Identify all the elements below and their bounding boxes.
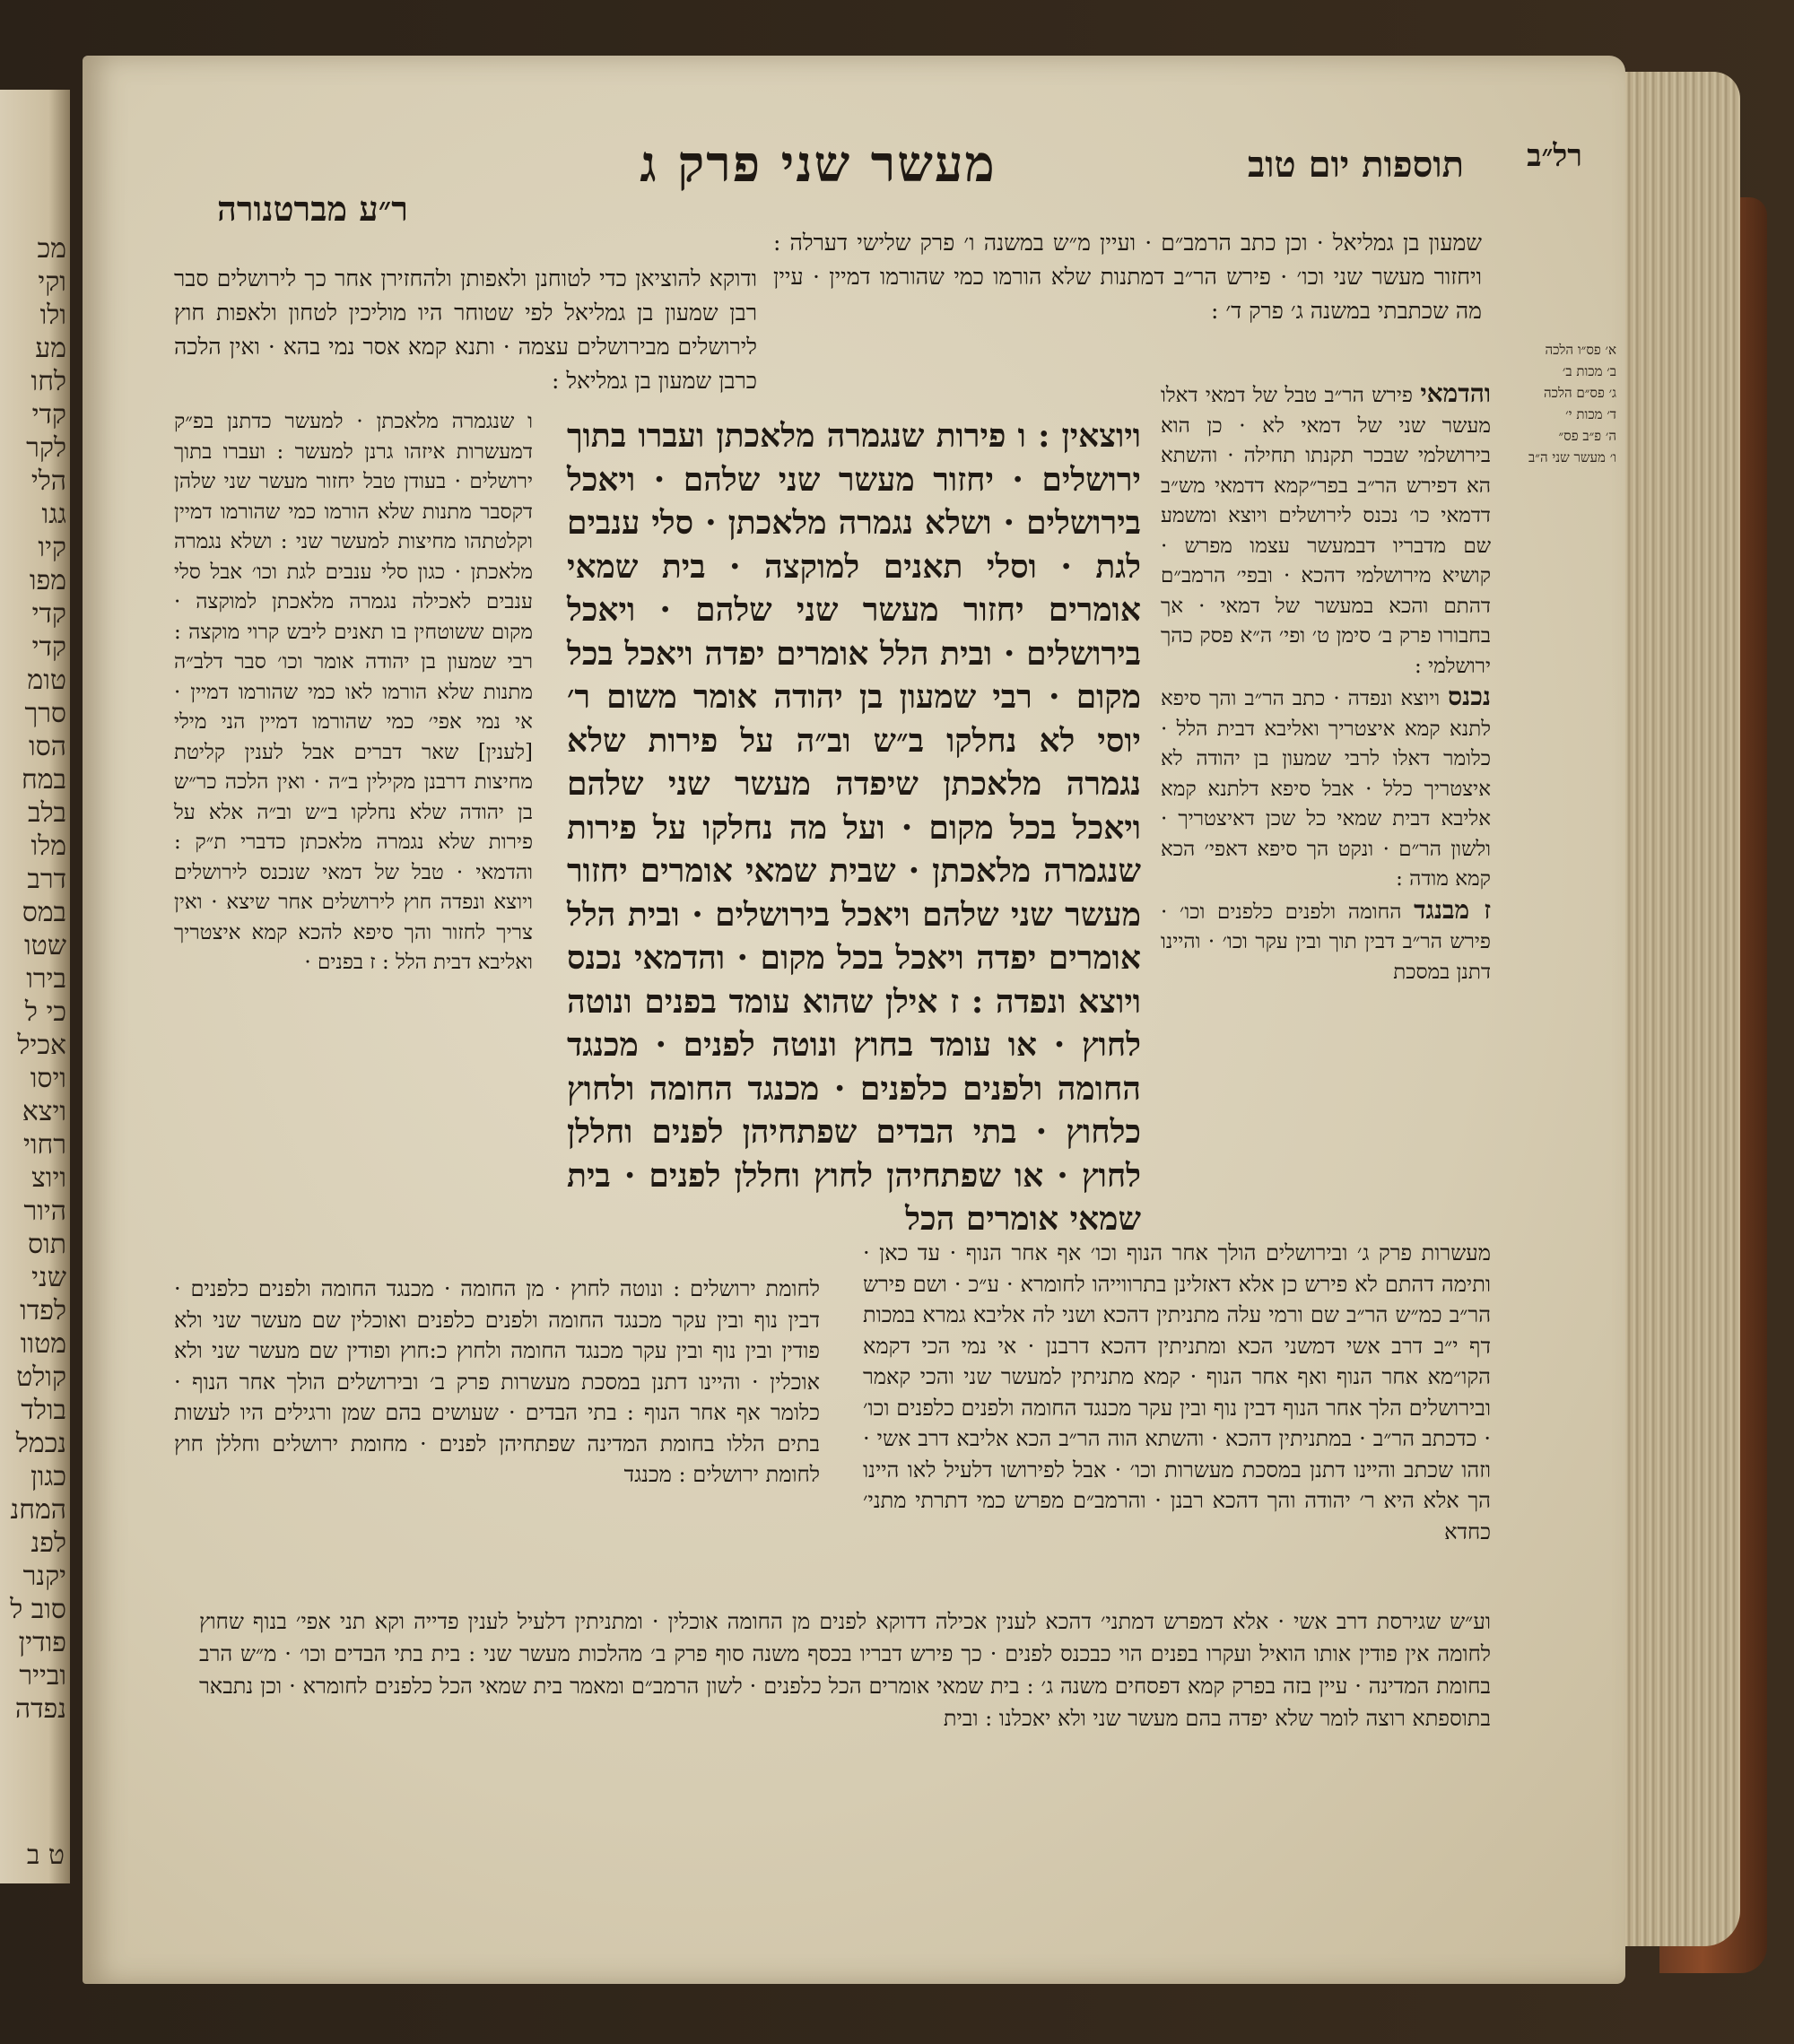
left-page-stub: היור bbox=[23, 1196, 66, 1227]
tosafot-right-text-2: ויוצא ונפדה · כתב הר״ב והך סיפא לתנא קמא איצטריך ואליבא דבית הלל · כלומר דאלו לרבי שמעון בן יהודה לא איצטריך כלל · אבל סיפא דלתנא קמא אליבא דבית שמאי כל שכן דאיצטריך · ולשון הר״ם · ונקט הך סיפא דאפי׳ הכא קמא מודה : bbox=[1161, 687, 1491, 891]
tosafot-lead-word: והדמאי bbox=[1420, 378, 1491, 408]
tosafot-top-block bbox=[773, 226, 1482, 328]
tosafot-right-text-3: החומה ולפנים כלפנים וכו׳ · פירש הר״ב דבין תוך ובין עקר וכו׳ · והיינו דתנן במסכת bbox=[1161, 900, 1491, 984]
tosafot-top-text: שמעון בן גמליאל · וכן כתב הרמב״ם · ועיין מ״ש במשנה ו׳ פרק שלישי דערלה : ויחזור מעשר שני וכו׳ · פירש הר״ב דמתנות שלא הורמו כמי שהורמו דמיין · עיין מה שכתבתי במשנה ג׳ פרק ד׳ : bbox=[773, 230, 1482, 324]
mishna-text: ויוצאין : ו פירות שנגמרה מלאכתן ועברו בתוך ירושלים · יחזור מעשר שני שלהם · ויאכל בירושלים · ושלא נגמרה מלאכתן · סלי ענבים לגת · וסלי תאנים למוקצה · בית שמאי אומרים יחזור מעשר שני שלהם · ויאכל בירושלים · ובית הלל אומרים יפדה ויאכל בכל מקום · רבי שמעון בן יהודה אומר משום ר׳ יוסי לא נחלקו ב״ש וב״ה על פירות שלא נגמרה מלאכתן שיפדה מעשר שני שלהם ויאכל בכל מקום · ועל מה נחלקו על פירות שנגמרה מלאכתן · שבית שמאי אומרים יחזור מעשר שני שלהם ויאכל בירושלים · ובית הלל אומרים יפדה ויאכל בכל מקום · והדמאי נכנס ויוצא ונפדה : ז אילן שהוא עומד בפנים ונוטה לחוץ · או עומד בחוץ ונוטה לפנים · מכנגד החומה ולפנים כלפנים · מכנגד החומה ולחוץ כלחוץ · בתי הבדים שפתחיהן לפנים וחללן לחוץ · או שפתחיהן לחוץ וחללן לפנים · בית שמאי אומרים הכל bbox=[567, 417, 1141, 1238]
left-page-stub: ובייר bbox=[19, 1660, 66, 1692]
bartenura-top-text: ודוקא להוציאן כדי לטוחנן ולאפותן ולהחזירן אחר כך לירושלים סבר רבן שמעון בן גמליאל לפי שטוחר היו מוליכין לטחון ולאפות חוץ לירושלים מבירושלים עצמה · ותנא קמא אסר נמי בהא · ואין הלכה כרבן שמעון בן גמליאל : bbox=[174, 265, 757, 394]
left-page-stub: ויוצ bbox=[31, 1162, 66, 1194]
tosafot-footer-text: וע״ש שגירסת דרב אשי · אלא דמפרש דמתני׳ דהכא לענין אכילה דדוקא לפנים מן החומה אוכלין · ומתניתין דלעיל לענין פדייה וקא תני אפי׳ בנוף שחוץ לחומה אין פודין אותו הואיל ועקרו בפנים הוי כבכנס לפנים · כך פירש דבריו בכסף משנה סוף פרק ב׳ מהלכות מעשר שני : בית בתי הבדים וכו׳ · מ״ש הרב בחומת המדינה · עיין בזה בפרק קמא דפסחים משנה ג׳ : בית שמאי אומרים הכל כלפנים · לשון הרמב״ם ומאמר בית שמאי הכל כלפנים לחומרא · וכן נתבאר בתוספתא רוצה לומר שלא יפדה בהם מעשר שני ולא יאכלנו : ובית bbox=[199, 1609, 1491, 1731]
left-page-edge bbox=[0, 90, 70, 1883]
left-page-stub: הלי bbox=[30, 465, 66, 497]
margin-note: א׳ פס״ו הלכה bbox=[1545, 342, 1616, 358]
left-page-stub: רחוי bbox=[22, 1129, 66, 1161]
mishna-column bbox=[567, 414, 1141, 1241]
tosafot-lead-word-3: ז מבנגד bbox=[1414, 894, 1492, 925]
left-page-signature: ט ב bbox=[26, 1840, 65, 1871]
tosafot-bottom-block bbox=[863, 1238, 1491, 1547]
right-page bbox=[83, 56, 1625, 1984]
left-page-stub: לקר bbox=[26, 432, 66, 464]
left-page-stub: המחנ bbox=[10, 1494, 66, 1526]
left-page-stub: קדי bbox=[31, 399, 66, 431]
left-page-stub: גגו bbox=[41, 499, 66, 530]
left-page-stub: מכ bbox=[37, 233, 66, 265]
left-page-stub: סרך bbox=[24, 698, 66, 729]
left-page-stub: ולו bbox=[39, 300, 66, 331]
left-page-stub: וקי bbox=[38, 266, 66, 298]
left-page-stub: פודין bbox=[18, 1627, 66, 1658]
left-page-stub: נפדה bbox=[14, 1693, 66, 1725]
running-head-bartenura: ר״ע מברטנורה bbox=[217, 188, 408, 229]
left-page-stub: לפנ bbox=[30, 1527, 66, 1559]
left-page-stub: בולד bbox=[21, 1395, 66, 1426]
left-page-stub: שטו bbox=[23, 930, 66, 961]
left-page-stub: בירו bbox=[26, 963, 66, 995]
bartenura-bottom-block bbox=[174, 1274, 820, 1491]
left-page-stub: מפו bbox=[29, 565, 66, 596]
tosafot-right-text: פירש הר״ב טבל של דמאי דאלו מעשר שני של דמאי לא · כן הוא בירושלמי שבכר תקנתו תחילה · והשתא הא דפירש הר״ב בפר״קמא דדמאי מש״ב דדמאי כו׳ נכנס לירושלים ויוצא ומשמע שם מדבריו דבמעשר עצמו מפרש · קושיא מירושלמי דהכא · ובפי׳ הרמב״ם דהתם והכא במעשר של דמאי · אך בחבורו פרק ב׳ סימן ט׳ ופי׳ ה״א פסק כהך ירושלמי : bbox=[1161, 384, 1491, 678]
left-page-stub: ויצא bbox=[22, 1096, 66, 1127]
left-page-stub: מע bbox=[35, 333, 66, 364]
left-page-stub: אכיל bbox=[17, 1030, 66, 1061]
left-page-stub: לפדו bbox=[20, 1295, 66, 1326]
margin-note: ה׳ פ״ב פס״ bbox=[1558, 428, 1616, 444]
left-page-stub: מטוו bbox=[20, 1328, 66, 1360]
left-page-stub: טומ bbox=[27, 665, 66, 696]
left-page-stub: שני bbox=[31, 1262, 66, 1293]
left-page-stub: הסו bbox=[29, 731, 66, 762]
tosafot-footer-block bbox=[199, 1605, 1491, 1735]
left-page-stub: דרב bbox=[27, 864, 66, 895]
running-head-tosafot: תוספות יום טוב bbox=[1248, 144, 1464, 186]
left-page-stub: נכמל bbox=[15, 1428, 66, 1459]
left-page-stub: קיו bbox=[38, 532, 66, 563]
tosafot-right-column bbox=[1161, 378, 1491, 987]
running-head-title: מעשר שני פרק ג bbox=[640, 135, 997, 194]
left-page-stub: יקנר bbox=[22, 1561, 66, 1592]
left-page-stub: סוב ל bbox=[10, 1594, 66, 1625]
margin-note: ג׳ פס״ם הלכה bbox=[1543, 385, 1616, 401]
left-page-stub: כי ל bbox=[24, 996, 66, 1028]
left-page-stub: במח bbox=[22, 764, 66, 796]
left-page-stub: תוס bbox=[27, 1229, 66, 1260]
tosafot-lead-word-2: נכנס bbox=[1448, 682, 1491, 711]
bartenura-left-text: ו שנגמרה מלאכתן · למעשר כדתנן בפ״ק דמעשרות איזהו גרנן למעשר : ועברו בתוך ירושלים · בעודן טבל יחזור מעשר שני שלהן דקסבר מתנות שלא הורמו כמי שהורמו דמיין וקלטתהו מחיצות למעשר שני : ושלא נגמרה מלאכתן · כגון סלי ענבים לגת וכו׳ אבל סלי ענבים לאכילה נגמרה מלאכתן למוקצה · מקום ששוטחין בו תאנים ליבש קרוי מוקצה : רבי שמעון בן יהודה אומר וכו׳ סבר דלב״ה מתנות שלא הורמו לאו כמי שהורמו דמיין · אי נמי אפי׳ כמי שהורמו דמיין הני מילי [לענין] שאר דברים אבל לענין קליטת מחיצות דרבנן מקילין ב״ה · ואין הלכה כר״ש בן יהודה שלא נחלקו ב״ש וב״ה אלא על פירות שלא נגמרה מלאכתן כדברי ת״ק : והדמאי · טבל של דמאי שנכנס לירושלים ויוצא ונפדה חוץ לירושלים אחר שיצא · ואין צריך לחזור והך סיפא להכא קמא איצטריך ואליבא דבית הלל : ז בפנים · bbox=[174, 410, 533, 974]
margin-note: ו׳ מעשר שני ה״ב bbox=[1528, 449, 1616, 465]
left-page-stub: כגון bbox=[30, 1461, 66, 1492]
left-page-stub: קולט bbox=[16, 1361, 66, 1393]
margin-note: ד׳ מכות י׳ bbox=[1565, 406, 1616, 422]
left-page-stub: קדי bbox=[31, 631, 66, 663]
left-page-stub: קדי bbox=[31, 598, 66, 630]
tosafot-bottom-text: מעשרות פרק ג׳ ובירושלים הולך אחר הנוף וכו׳ אף אחר הנוף · עד כאן · ותימה דהתם לא פירש כן אלא דאזלינן בתרווייהו לחומרא · ע״כ · ושם פירש הר״ב כמ״ש הר״ב שם ורמי עלה מתניתין דהכא ושני לה אליבא גמרא במכות דף י״ב דרב אשי דמשני הכא ומתניתין דהכא דרבנן · אי נמי הכי דקמא הקו״מא אחר הנוף ואף אחר הנוף · קמא מתניתין למעשר שני והכי קאמר ובירושלים הלך אחר הנוף דבין נוף ובין עקר מכנגד החומה ולפנים כלפנים וכו׳ · כדכתב הר״ב · במתניתין דהכא · והשתא הוה הר״ב הכא אליבא דרב אשי · וזהו שכתב והיינו דתנן במסכת מעשרות וכו׳ · אבל לפירושו דלעיל לאו היינו הך אלא היא ר׳ יהודה והך דהכא רבנן · והרמב״ם מפרש כמי דתרתי מתני׳ כחדא bbox=[863, 1240, 1491, 1544]
bartenura-left-column bbox=[174, 407, 533, 979]
folio-number: רל״ב bbox=[1527, 138, 1582, 174]
left-page-stub: במס bbox=[22, 897, 66, 928]
left-page-stub: ויסו bbox=[30, 1063, 66, 1094]
bartenura-top-block bbox=[174, 262, 757, 398]
margin-note: ב׳ מכות ב׳ bbox=[1562, 363, 1616, 379]
left-page-stub: לחו bbox=[30, 366, 66, 397]
left-page-stub: בלב bbox=[28, 797, 66, 829]
bartenura-bottom-text: לחומת ירושלים : ונוטה לחוץ · מן החומה · מכנגד החומה ולפנים כלפנים · דבין נוף ובין עקר מכנגד החומה ולפנים כלפנים ואוכלין שם מעשר שני ולא פודין ובין נוף ובין עקר מכנגד החומה ולחוץ כ:חוץ ופודין שם מעשר שני ולא אוכלין · והיינו דתנן במסכת מעשרות פרק ב׳ ובירושלים הולך אחר הנוף · כלומר אף אחר הנוף : בתי הבדים · שעושים בהם שמן ורגילים היו לעשות בתים הללו בחומת המדינה שפתחיהן לפנים · מחומת ירושלים וחללן חוץ לחומת ירושלים : מכנגד bbox=[174, 1276, 820, 1487]
left-page-stub: מלו bbox=[30, 831, 66, 862]
